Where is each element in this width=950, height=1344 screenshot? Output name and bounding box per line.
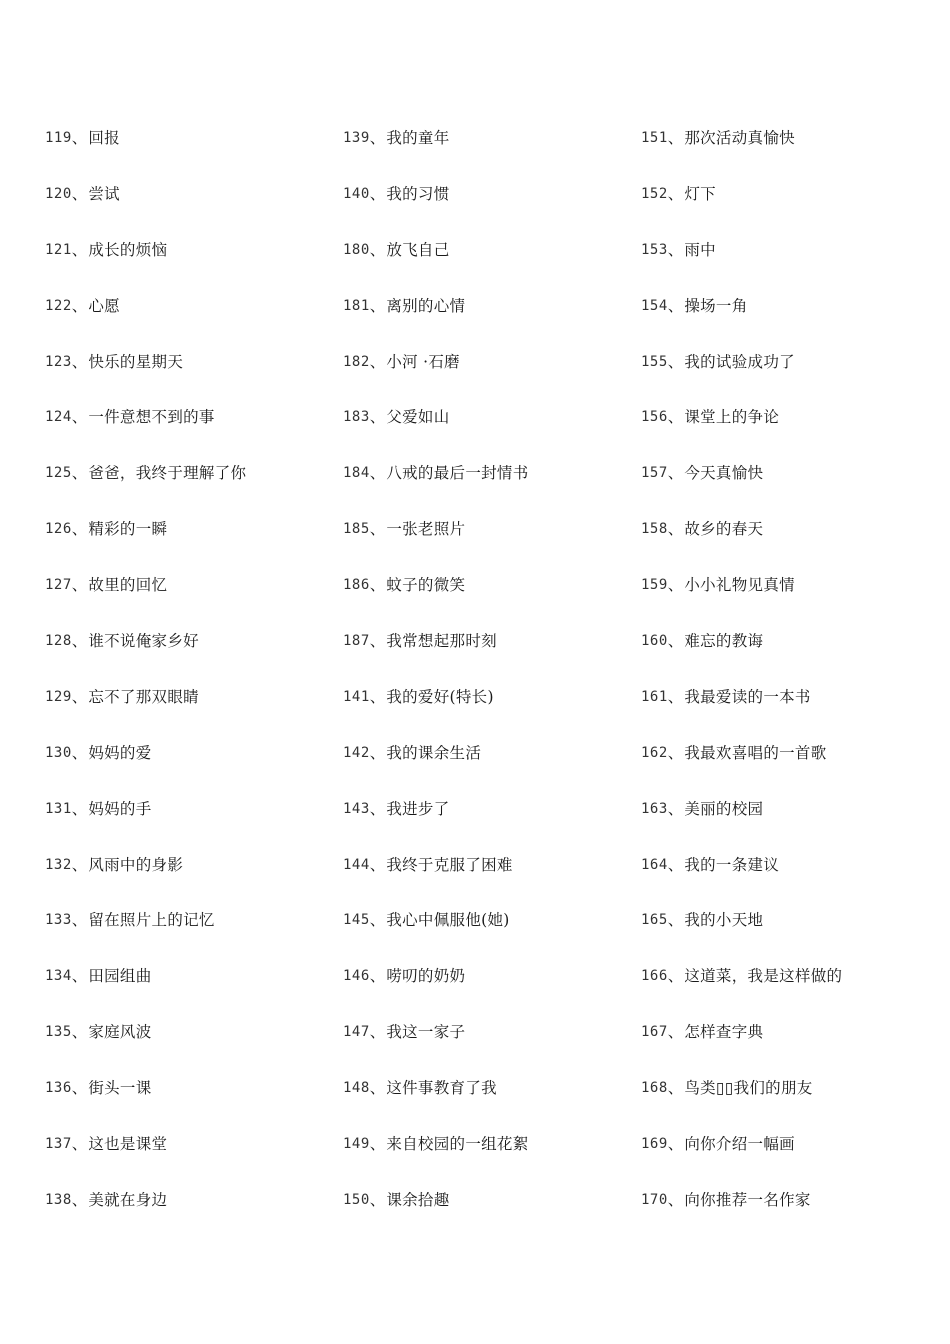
topic-list-item — [343, 516, 628, 572]
topic-list-item — [641, 404, 941, 460]
topic-separator: 、 — [667, 911, 684, 930]
topic-title: 家庭风波 — [88, 1023, 152, 1042]
topic-separator: 、 — [667, 632, 684, 651]
topic-title: 那次活动真愉快 — [684, 129, 795, 147]
topic-separator: 、 — [71, 296, 88, 315]
topic-list-item — [343, 181, 628, 237]
topic-list-item — [45, 1019, 330, 1075]
topic-title: 我的爱好(特长) — [386, 687, 494, 706]
topic-number: 130 — [45, 744, 72, 761]
topic-number: 122 — [45, 297, 72, 314]
topic-title: 田园组曲 — [88, 967, 152, 986]
topic-separator: 、 — [667, 408, 684, 427]
topic-number: 126 — [45, 521, 72, 538]
topic-separator: 、 — [667, 576, 684, 595]
topic-number: 154 — [641, 297, 668, 314]
topic-separator: 、 — [667, 129, 684, 147]
topic-title: 美丽的校园 — [684, 799, 764, 818]
topic-title: 留在照片上的记忆 — [88, 911, 215, 930]
topic-separator: 、 — [71, 464, 88, 483]
topic-column-3 — [641, 125, 941, 1243]
topic-separator: 、 — [71, 911, 88, 930]
topic-list-item — [45, 628, 330, 684]
topic-title: 我进步了 — [386, 799, 450, 818]
topic-list-item — [45, 460, 330, 516]
topic-title: 我的习惯 — [386, 184, 450, 203]
topic-number: 149 — [343, 1136, 370, 1153]
topic-list-item — [641, 460, 941, 516]
topic-number: 166 — [641, 968, 668, 985]
topic-separator: 、 — [667, 352, 684, 371]
topic-column-1 — [45, 125, 330, 1243]
topic-list-item — [343, 907, 628, 963]
topic-number: 137 — [45, 1136, 72, 1153]
topic-list-item — [641, 684, 941, 740]
topic-number: 185 — [343, 521, 370, 538]
topic-number: 180 — [343, 241, 370, 258]
topic-number: 168 — [641, 1080, 668, 1097]
topic-title: 课堂上的争论 — [684, 408, 780, 427]
topic-number: 146 — [343, 968, 370, 985]
topic-separator: 、 — [71, 855, 88, 874]
topic-number: 148 — [343, 1080, 370, 1097]
topic-separator: 、 — [667, 687, 684, 706]
topic-number: 123 — [45, 353, 72, 370]
topic-separator: 、 — [71, 799, 88, 818]
topic-title: 快乐的星期天 — [88, 352, 184, 371]
topic-title: 一件意想不到的事 — [88, 408, 215, 427]
topic-number: 163 — [641, 800, 668, 817]
topic-number: 155 — [641, 353, 668, 370]
topic-separator: 、 — [369, 911, 386, 930]
topic-title: 谁不说俺家乡好 — [88, 632, 199, 651]
topic-number: 151 — [641, 130, 668, 146]
topic-title: 这也是课堂 — [88, 1135, 168, 1154]
topic-title: 我这一家子 — [386, 1023, 466, 1042]
topic-list-item — [343, 963, 628, 1019]
topic-number: 167 — [641, 1024, 668, 1041]
topic-separator: 、 — [71, 1023, 88, 1042]
topic-list-item — [343, 684, 628, 740]
topic-list-item — [45, 1131, 330, 1187]
topic-list-item — [45, 125, 330, 181]
topic-number: 124 — [45, 409, 72, 426]
topic-list-item — [641, 740, 941, 796]
topic-title: 故乡的春天 — [684, 520, 764, 539]
topic-number: 138 — [45, 1191, 72, 1208]
topic-separator: 、 — [369, 632, 386, 651]
topic-separator: 、 — [667, 799, 684, 818]
topic-title: 小小礼物见真情 — [684, 576, 795, 595]
topic-number: 164 — [641, 856, 668, 873]
topic-list-item — [343, 572, 628, 628]
topic-title: 妈妈的手 — [88, 799, 152, 818]
topic-separator: 、 — [667, 240, 684, 259]
topic-separator: 、 — [71, 129, 88, 147]
topic-list-item — [641, 963, 941, 1019]
topic-title: 难忘的教诲 — [684, 632, 764, 651]
topic-title: 唠叨的奶奶 — [386, 967, 466, 986]
topic-title: 我终于克服了困难 — [386, 855, 513, 874]
topic-separator: 、 — [667, 520, 684, 539]
topic-separator: 、 — [667, 1079, 684, 1098]
topic-title: 向你推荐一名作家 — [684, 1190, 811, 1209]
topic-separator: 、 — [369, 1190, 386, 1209]
topic-separator: 、 — [369, 129, 386, 147]
topic-list-item — [45, 349, 330, 405]
topic-number: 165 — [641, 912, 668, 929]
topic-number: 133 — [45, 912, 72, 929]
topic-title: 我最爱读的一本书 — [684, 687, 811, 706]
topic-title: 风雨中的身影 — [88, 855, 184, 874]
topic-list-item — [641, 1019, 941, 1075]
topic-title: 这道菜，我是这样做的 — [684, 967, 843, 986]
topic-title: 雨中 — [684, 240, 716, 259]
topic-list-item — [641, 125, 941, 181]
topic-title: 成长的烦恼 — [88, 240, 168, 259]
topic-title: 这件事教育了我 — [386, 1079, 497, 1098]
topic-list-item — [641, 237, 941, 293]
topic-separator: 、 — [71, 408, 88, 427]
topic-separator: 、 — [667, 1135, 684, 1154]
topic-list-item — [641, 852, 941, 908]
topic-number: 140 — [343, 185, 370, 202]
topic-list-item — [45, 293, 330, 349]
topic-number: 184 — [343, 465, 370, 482]
topic-title: 爸爸，我终于理解了你 — [88, 464, 247, 483]
topic-list-item — [45, 237, 330, 293]
topic-separator: 、 — [369, 352, 386, 371]
topic-number: 187 — [343, 633, 370, 650]
topic-separator: 、 — [71, 576, 88, 595]
topic-separator: 、 — [71, 743, 88, 762]
topic-list-item — [343, 293, 628, 349]
topic-column-2 — [343, 125, 628, 1243]
topic-number: 132 — [45, 856, 72, 873]
topic-title: 一张老照片 — [386, 520, 466, 539]
topic-title: 父爱如山 — [386, 408, 450, 427]
topic-title: 我的小天地 — [684, 911, 764, 930]
topic-number: 128 — [45, 633, 72, 650]
topic-list-item — [641, 907, 941, 963]
topic-separator: 、 — [71, 632, 88, 651]
topic-title: 尝试 — [88, 184, 120, 203]
topic-list-item — [641, 796, 941, 852]
topic-title: 操场一角 — [684, 296, 748, 315]
topic-list-item — [343, 796, 628, 852]
topic-separator: 、 — [369, 855, 386, 874]
topic-list-item — [343, 852, 628, 908]
topic-separator: 、 — [369, 240, 386, 259]
topic-list-item — [343, 740, 628, 796]
topic-separator: 、 — [667, 1023, 684, 1042]
topic-title: 向你介绍一幅画 — [684, 1135, 795, 1154]
topic-separator: 、 — [369, 1079, 386, 1098]
topic-list-item — [343, 1131, 628, 1187]
topic-number: 135 — [45, 1024, 72, 1041]
topic-list-item — [45, 1075, 330, 1131]
topic-separator: 、 — [667, 1190, 684, 1209]
topic-list-item — [641, 1131, 941, 1187]
topic-separator: 、 — [71, 687, 88, 706]
topic-title: 蚊子的微笑 — [386, 576, 466, 595]
topic-separator: 、 — [369, 576, 386, 595]
topic-title: 八戒的最后一封情书 — [386, 464, 529, 483]
topic-title: 小河 ·石磨 — [386, 352, 460, 371]
topic-title: 课余拾趣 — [386, 1190, 450, 1209]
topic-list-item — [343, 125, 628, 181]
topic-title: 我的试验成功了 — [684, 352, 795, 371]
topic-list-item — [343, 349, 628, 405]
topic-number: 144 — [343, 856, 370, 873]
topic-list-item — [343, 628, 628, 684]
topic-number: 150 — [343, 1191, 370, 1208]
topic-number: 142 — [343, 744, 370, 761]
topic-number: 147 — [343, 1024, 370, 1041]
topic-list-item — [641, 181, 941, 237]
topic-number: 152 — [641, 185, 668, 202]
topic-number: 141 — [343, 688, 370, 705]
topic-title: 我的一条建议 — [684, 855, 780, 874]
topic-separator: 、 — [369, 967, 386, 986]
topic-separator: 、 — [369, 1135, 386, 1154]
topic-list-item — [45, 1187, 330, 1243]
topic-title: 鸟类▯▯我们的朋友 — [684, 1079, 813, 1098]
topic-title: 灯下 — [684, 184, 716, 203]
topic-number: 160 — [641, 633, 668, 650]
topic-list-item — [45, 404, 330, 460]
topic-number: 182 — [343, 353, 370, 370]
topic-number: 153 — [641, 241, 668, 258]
topic-separator: 、 — [71, 1135, 88, 1154]
topic-list-item — [45, 516, 330, 572]
topic-number: 158 — [641, 521, 668, 538]
topic-list-item — [343, 460, 628, 516]
topic-number: 145 — [343, 912, 370, 929]
topic-title: 我最欢喜唱的一首歌 — [684, 743, 827, 762]
topic-separator: 、 — [369, 184, 386, 203]
topic-list-item — [45, 181, 330, 237]
topic-list-item — [641, 628, 941, 684]
topic-title: 妈妈的爱 — [88, 743, 152, 762]
topic-list-item — [641, 1075, 941, 1131]
topic-number: 125 — [45, 465, 72, 482]
topic-title: 故里的回忆 — [88, 576, 168, 595]
topic-list-item — [343, 1019, 628, 1075]
topic-title: 怎样查字典 — [684, 1023, 764, 1042]
topic-number: 157 — [641, 465, 668, 482]
topic-separator: 、 — [667, 743, 684, 762]
topic-number: 159 — [641, 577, 668, 594]
topic-title: 精彩的一瞬 — [88, 520, 168, 539]
topic-list-item — [343, 237, 628, 293]
topic-separator: 、 — [369, 799, 386, 818]
topic-list-item — [45, 572, 330, 628]
topic-list-item — [641, 516, 941, 572]
topic-list-item — [45, 684, 330, 740]
topic-list-item — [641, 349, 941, 405]
topic-list-item — [343, 1075, 628, 1131]
topic-list-item — [343, 1187, 628, 1243]
topic-title: 美就在身边 — [88, 1190, 168, 1209]
topic-number: 131 — [45, 800, 72, 817]
topic-number: 121 — [45, 241, 72, 258]
topic-number: 162 — [641, 744, 668, 761]
topic-number: 139 — [343, 130, 370, 146]
topic-number: 136 — [45, 1080, 72, 1097]
topic-title: 离别的心情 — [386, 296, 466, 315]
topic-separator: 、 — [369, 1023, 386, 1042]
topic-list-item — [45, 963, 330, 1019]
topic-separator: 、 — [667, 967, 684, 986]
topic-title: 我的童年 — [386, 129, 450, 147]
topic-list-item — [641, 1187, 941, 1243]
topic-number: 186 — [343, 577, 370, 594]
topic-list-item — [45, 740, 330, 796]
topic-separator: 、 — [369, 743, 386, 762]
topic-number: 120 — [45, 185, 72, 202]
topic-title: 今天真愉快 — [684, 464, 764, 483]
topic-title: 我常想起那时刻 — [386, 632, 497, 651]
topic-list-item — [45, 852, 330, 908]
topic-separator: 、 — [71, 1190, 88, 1209]
topic-title: 街头一课 — [88, 1079, 152, 1098]
topic-list-item — [641, 572, 941, 628]
topic-separator: 、 — [71, 184, 88, 203]
topic-separator: 、 — [71, 240, 88, 259]
topic-list-item — [641, 293, 941, 349]
topic-number: 181 — [343, 297, 370, 314]
topic-separator: 、 — [369, 520, 386, 539]
topic-separator: 、 — [71, 520, 88, 539]
topic-separator: 、 — [369, 296, 386, 315]
topic-title: 回报 — [88, 129, 120, 147]
topic-title: 忘不了那双眼睛 — [88, 687, 199, 706]
topic-separator: 、 — [667, 464, 684, 483]
topic-number: 134 — [45, 968, 72, 985]
topic-title: 我心中佩服他(她) — [386, 911, 510, 930]
topic-separator: 、 — [71, 352, 88, 371]
topic-number: 156 — [641, 409, 668, 426]
topic-list-item — [343, 404, 628, 460]
topic-number: 169 — [641, 1136, 668, 1153]
topic-separator: 、 — [667, 296, 684, 315]
topic-list-item — [45, 907, 330, 963]
topic-separator: 、 — [667, 855, 684, 874]
topic-number: 127 — [45, 577, 72, 594]
topic-separator: 、 — [369, 464, 386, 483]
topic-number: 170 — [641, 1191, 668, 1208]
topic-separator: 、 — [369, 687, 386, 706]
topic-number: 183 — [343, 409, 370, 426]
topic-list-item — [45, 796, 330, 852]
topic-number: 119 — [45, 130, 72, 146]
topic-title: 放飞自己 — [386, 240, 450, 259]
topic-title: 来自校园的一组花絮 — [386, 1135, 529, 1154]
topic-separator: 、 — [369, 408, 386, 427]
topic-number: 161 — [641, 688, 668, 705]
topic-number: 129 — [45, 688, 72, 705]
topic-title: 心愿 — [88, 296, 120, 315]
topic-number: 143 — [343, 800, 370, 817]
topic-separator: 、 — [71, 967, 88, 986]
topic-separator: 、 — [667, 184, 684, 203]
topic-title: 我的课余生活 — [386, 743, 482, 762]
topic-separator: 、 — [71, 1079, 88, 1098]
